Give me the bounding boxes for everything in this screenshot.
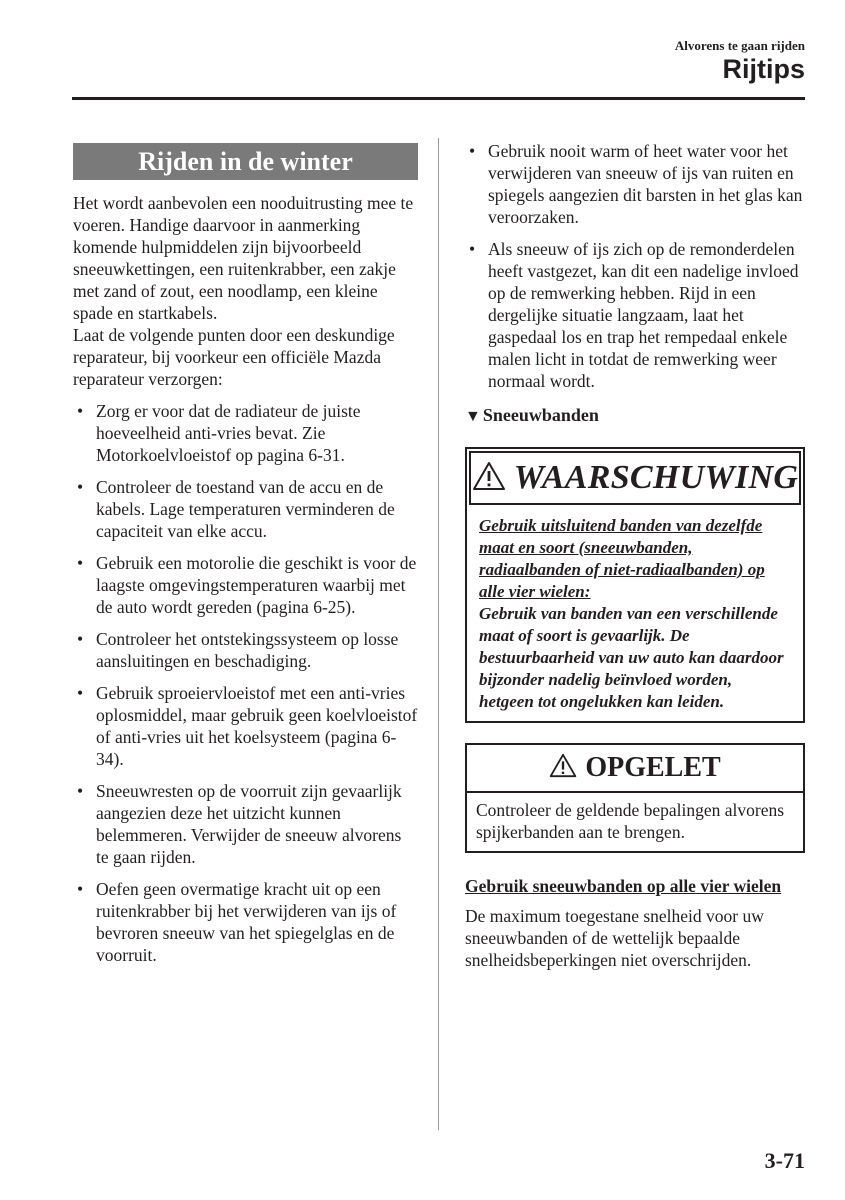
list-item: • Controleer het ontstekingssysteem op losse aansluitingen en beschadiging.	[73, 628, 418, 672]
caution-box	[465, 743, 805, 853]
list-item: • Zorg er voor dat de radiateur de juiste hoeveelheid anti-vries bevat. Zie Motorkoelvloeistof op pagina 6-31.	[73, 400, 418, 466]
header-rule	[72, 97, 805, 100]
subheading	[465, 404, 805, 428]
down-triangle-icon: ▼	[465, 408, 481, 425]
header-section: Alvorens te gaan rijden	[674, 38, 805, 53]
list-item: • Oefen geen overmatige kracht uit op een ruitenkrabber bij het verwijderen van ijs of bevroren sneeuw van het spiegelglas en de voorruit.	[73, 878, 418, 966]
intro-paragraph-2: Laat de volgende punten door een deskundige reparateur, bij voorkeur een officiële Mazda reparateur verzorgen:	[73, 325, 395, 389]
usage-paragraph: De maximum toegestane snelheid voor uw sneeuwbanden of de wettelijk bepaalde snelheidsbeperkingen niet overschrijden.	[465, 906, 764, 970]
page-number: 3-71	[764, 1148, 805, 1173]
intro-paragraph: Het wordt aanbevolen een nooduitrusting mee te voeren. Handige daarvoor in aanmerking komende hulpmiddelen zijn bijvoorbeeld sneeuwkettingen, een ruitenkrabber, een zakje met zand of zout, een noodlamp, een kleine spade en startkabels.	[73, 193, 414, 323]
ice-checklist	[465, 140, 805, 392]
right-column	[465, 140, 805, 971]
warning-triangle-icon	[549, 753, 577, 783]
column-divider	[438, 138, 439, 1130]
warning-header	[469, 451, 801, 505]
list-item: • Gebruik een motorolie die geschikt is voor de laagste omgevingstemperaturen waarbij met de auto wordt gereden (pagina 6-25).	[73, 552, 418, 618]
warning-underlined-text: Gebruik uitsluitend banden van dezelfde maat en soort (sneeuwbanden, radiaalbanden of niet-radiaalbanden) op alle vier wielen:	[479, 516, 765, 601]
section-title: Rijden in de winter	[73, 143, 418, 180]
left-column	[73, 140, 418, 976]
list-item: • Gebruik sproeiervloeistof met een anti-vries oplosmiddel, maar gebruik geen koelvloeistof of anti-vries uit het koelsysteem (pagina 6-34).	[73, 682, 418, 770]
page-title: Rijtips	[722, 54, 805, 84]
warning-box	[465, 447, 805, 723]
caution-label: OPGELET	[585, 752, 721, 783]
list-item: • Als sneeuw of ijs zich op de remonderdelen heeft vastgezet, kan dit een nadelige invloed op de remwerking hebben. Rijd in een dergelijke situatie langzaam, laat het gaspedaal los en trap het rempedaal enkele malen licht in totdat de remwerking weer normaal wordt.	[465, 238, 805, 392]
warning-body	[469, 505, 801, 719]
warning-label: WAARSCHUWING	[513, 459, 799, 496]
caution-header	[467, 745, 803, 793]
warning-triangle-icon	[472, 461, 506, 496]
usage-heading: Gebruik sneeuwbanden op alle vier wielen	[465, 876, 782, 896]
list-item: • Sneeuwresten op de voorruit zijn gevaarlijk aangezien deze het uitzicht kunnen belemmeren. Verwijder de sneeuw alvorens te gaan rijden.	[73, 780, 418, 868]
list-item: • Gebruik nooit warm of heet water voor het verwijderen van sneeuw of ijs van ruiten en spiegels aangezien dit barsten in het glas kan veroorzaken.	[465, 140, 805, 228]
list-item: • Controleer de toestand van de accu en de kabels. Lage temperaturen verminderen de capaciteit van elke accu.	[73, 476, 418, 542]
winter-checklist	[73, 400, 418, 966]
caution-body: Controleer de geldende bepalingen alvorens spijkerbanden aan te brengen.	[476, 800, 785, 842]
warning-text: Gebruik van banden van een verschillende maat of soort is gevaarlijk. De bestuurbaarheid van uw auto kan daardoor bijzonder nadelig beïnvloed worden, hetgeen tot ongelukken kan leiden.	[479, 604, 784, 711]
subheading-text: Sneeuwbanden	[482, 405, 599, 425]
